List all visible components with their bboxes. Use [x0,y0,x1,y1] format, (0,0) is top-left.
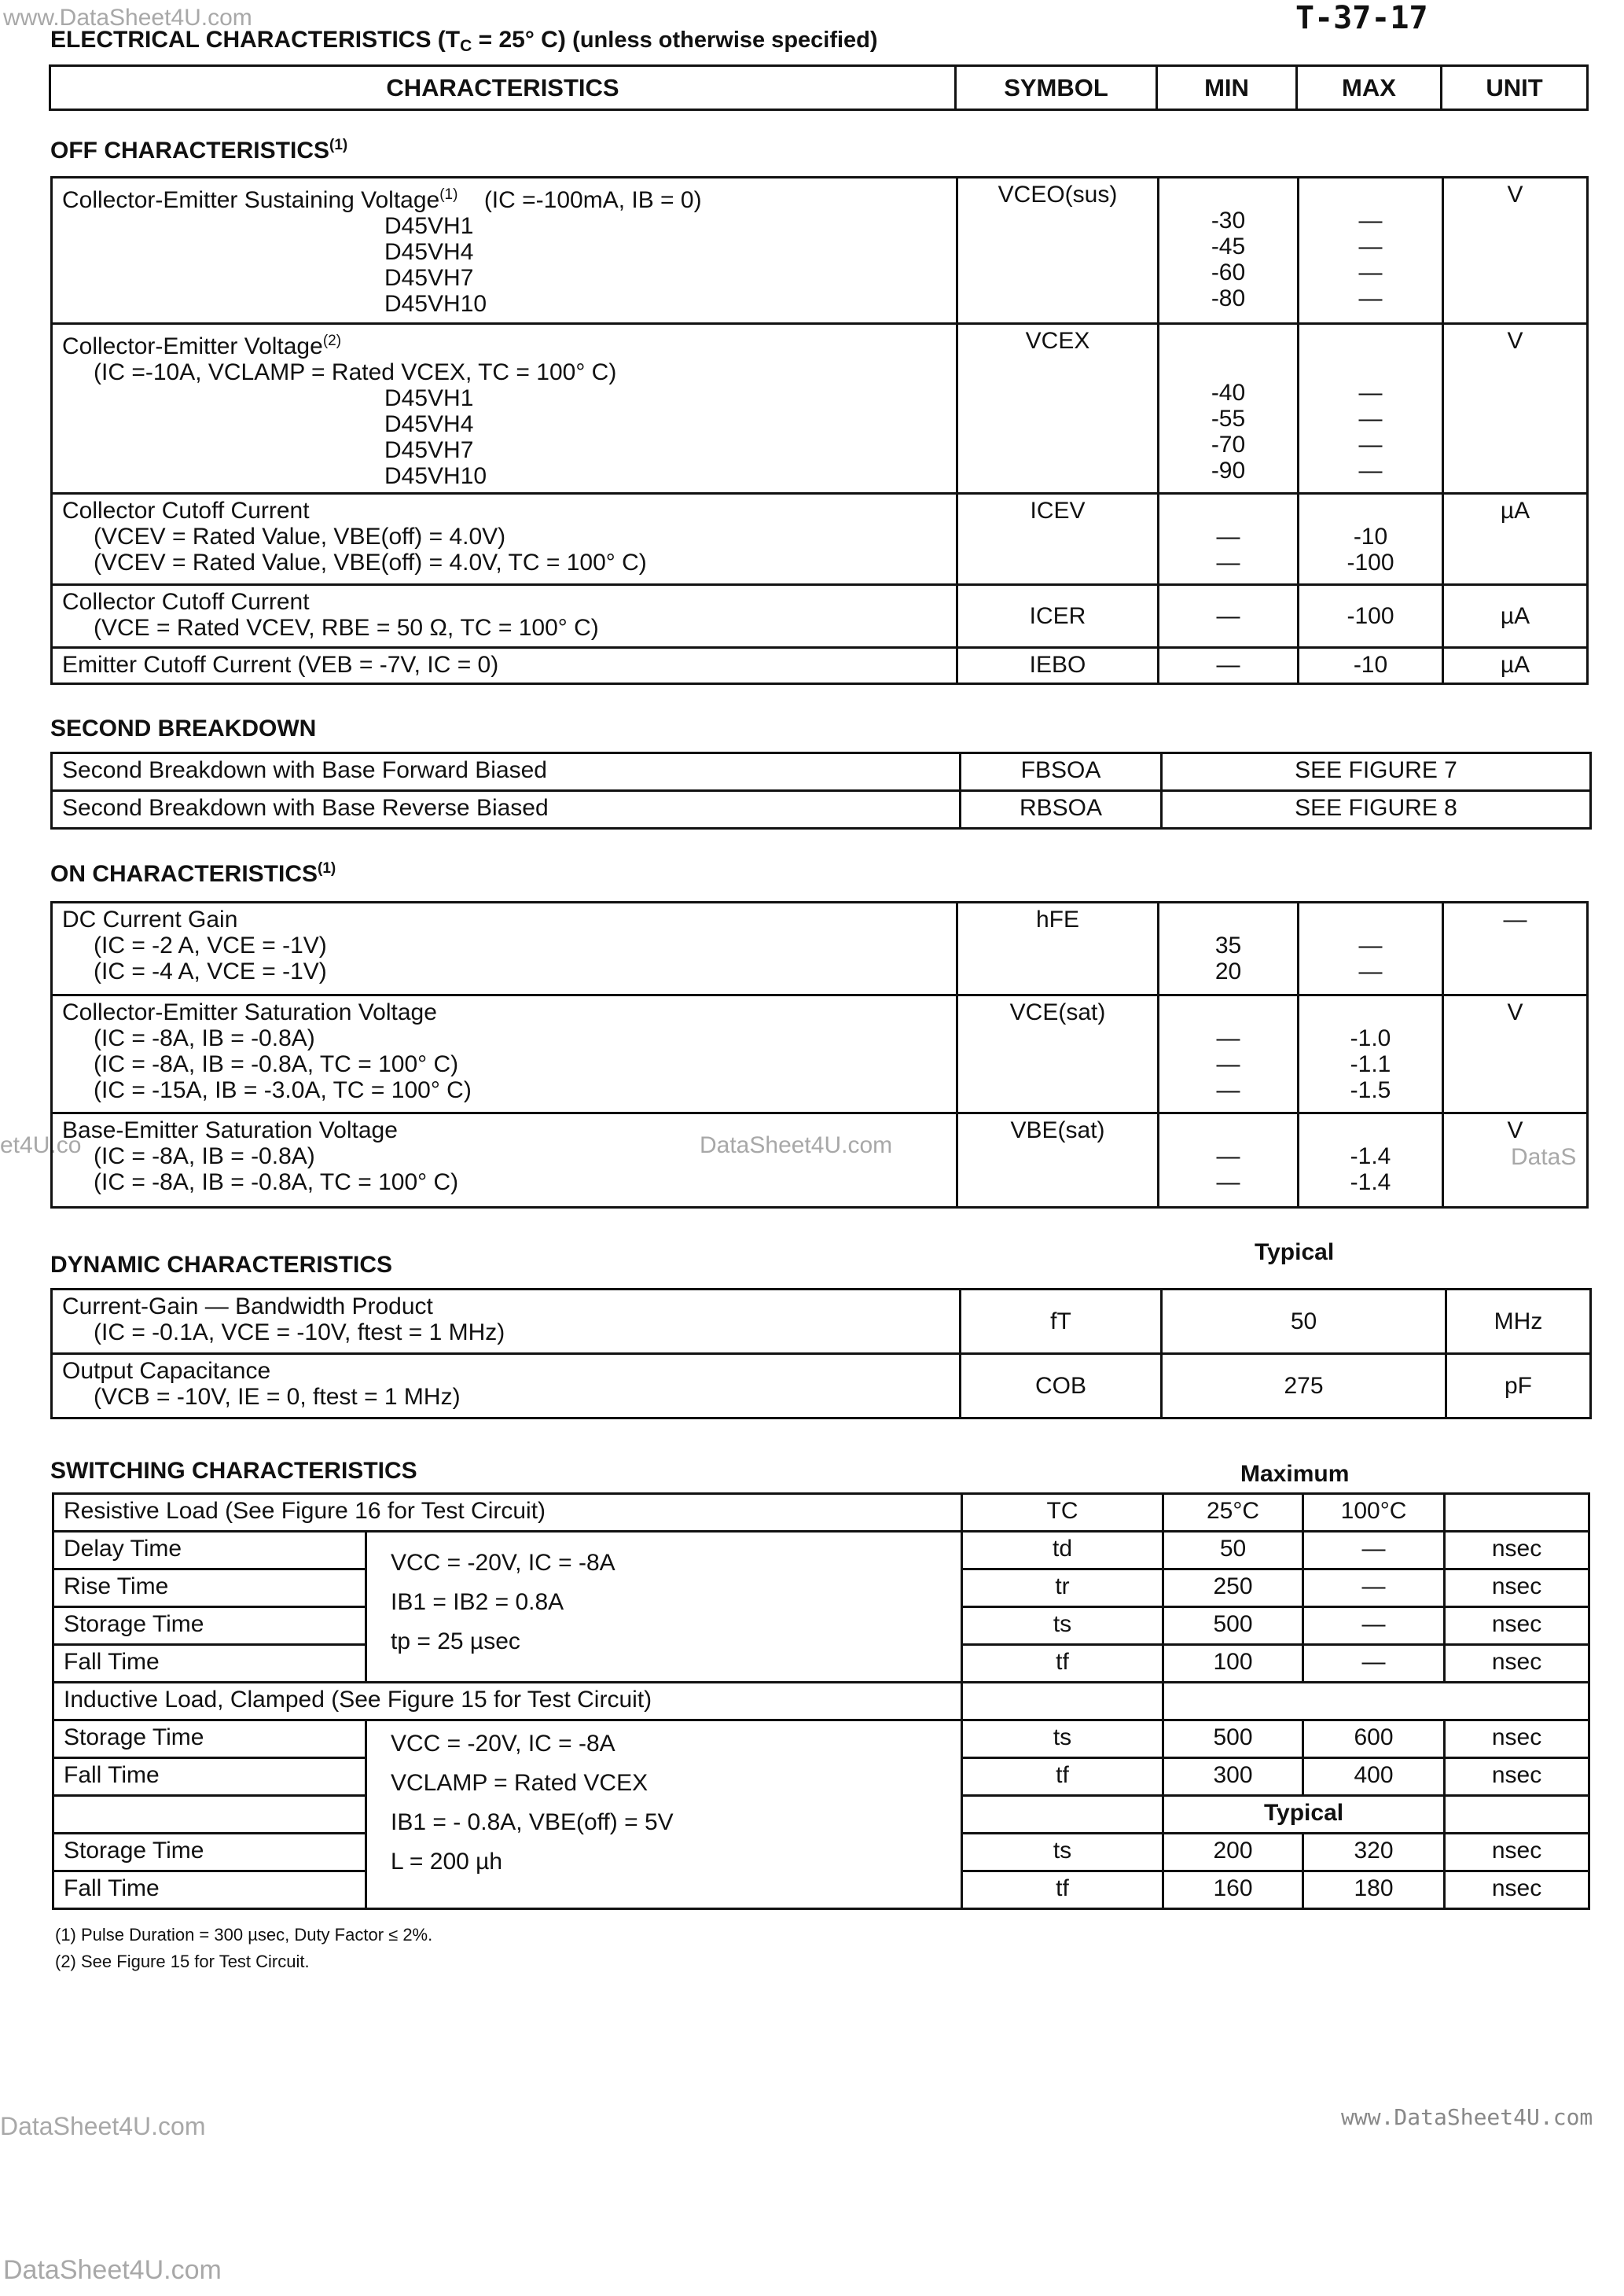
iebo-max: -10 [1299,648,1443,684]
hfe-min: 20 [1214,959,1242,984]
vcesat-row [52,995,1588,1113]
vcex-symbol: VCEX [957,324,1159,494]
rbsoa-value: SEE FIGURE 8 [1162,791,1591,829]
vceo-min: -45 [1211,234,1246,259]
handwritten-code: T-37-17 [1295,0,1428,36]
vbesat-label: Base-Emitter Saturation Voltage [62,1117,398,1143]
icev-row [52,494,1588,585]
vbesat-condition: (IC = -8A, IB = -0.8A) [94,1143,315,1169]
rbsoa-row [52,791,1591,829]
vceo-unit: V [1443,178,1588,324]
value-100c: 600 [1303,1720,1445,1758]
switching-unit: nsec [1445,1834,1589,1871]
vcex-device: D45VH4 [384,411,474,437]
vbesat-min: — [1216,1143,1240,1169]
inductive-condition: VCLAMP = Rated VCEX [391,1770,648,1796]
off-characteristics-heading: OFF CHARACTERISTICS$^{(1)}$ [50,137,348,164]
cob-condition: (VCB = -10V, IE = 0, ftest = 1 MHz) [94,1384,461,1410]
resistive-load-label: Resistive Load (See Figure 16 for Test Circuit) [53,1494,962,1532]
vceo-device: D45VH10 [384,291,487,317]
switching-parameter: Rise Time [53,1569,366,1607]
switching-parameter: Fall Time [53,1645,366,1683]
switching-symbol: tr [962,1569,1163,1607]
value-25c: 300 [1163,1758,1303,1796]
icer-symbol: ICER [957,585,1159,648]
ft-label: Current-Gain — Bandwidth Product [62,1293,433,1319]
icev-max: -10 [1353,524,1388,550]
inductive-condition: VCC = -20V, IC = -8A [391,1731,615,1757]
iebo-unit: µA [1443,648,1588,684]
vbesat-max: -1.4 [1350,1169,1391,1195]
value-100c: 400 [1303,1758,1445,1796]
value-25c: 500 [1163,1720,1303,1758]
switching-parameter: Delay Time [53,1532,366,1569]
resistive-header-row [53,1494,1589,1532]
vceo-max: — [1358,234,1383,259]
value-25c: 500 [1163,1607,1303,1645]
icer-label: Collector Cutoff Current [62,589,310,615]
hfe-condition: (IC = -2 A, VCE = -1V) [94,933,327,959]
inductive-load-label: Inductive Load, Clamped (See Figure 15 for Test Circuit) [53,1683,962,1720]
vcex-label: Collector-Emitter Voltage [62,333,323,359]
vceo-symbol: VCEO(sus) [957,178,1159,324]
hfe-symbol: hFE [957,903,1159,995]
cob-row [52,1354,1591,1418]
fbsoa-label: Second Breakdown with Base Forward Biased [52,753,961,791]
off-characteristics-table [50,176,1589,685]
vbesat-unit: V [1443,1113,1588,1208]
switching-symbol: tf [962,1871,1163,1909]
switching-unit: nsec [1445,1607,1589,1645]
cob-symbol: COB [961,1354,1162,1418]
inductive-condition: IB1 = - 0.8A, VBE(off) = 5V [391,1809,674,1835]
switching-typical-label: Typical [1163,1796,1445,1834]
value-25c: 50 [1163,1532,1303,1569]
ft-row [52,1290,1591,1354]
vceo-min: -30 [1211,208,1246,234]
resistive-condition: VCC = -20V, IC = -8A [391,1550,615,1576]
value-100c: — [1303,1607,1445,1645]
vcesat-max: -1.0 [1350,1025,1391,1051]
vcesat-condition: (IC = -8A, IB = -0.8A, TC = 100° C) [94,1051,459,1077]
ft-unit: MHz [1446,1290,1591,1354]
inductive-condition: L = 200 µh [391,1849,503,1875]
cob-value: 275 [1162,1354,1446,1418]
vcesat-label: Collector-Emitter Saturation Voltage [62,999,437,1025]
resistive-condition: tp = 25 µsec [391,1628,520,1654]
icer-max: -100 [1299,585,1443,648]
vceo-max: — [1358,208,1383,234]
icer-row [52,585,1588,648]
value-100c: 320 [1303,1834,1445,1871]
vcesat-max: -1.5 [1350,1077,1391,1103]
switching-unit: nsec [1445,1758,1589,1796]
switching-symbol: ts [962,1834,1163,1871]
switching-characteristics-heading: SWITCHING CHARACTERISTICS [50,1458,417,1484]
vcex-device: D45VH10 [384,463,487,489]
switching-parameter: Storage Time [53,1607,366,1645]
switching-symbol: tf [962,1645,1163,1683]
vbesat-max: -1.4 [1350,1143,1391,1169]
on-characteristics-heading: ON CHARACTERISTICS$^{(1)}$ [50,860,336,887]
hfe-max: — [1358,933,1383,959]
vcex-max: — [1358,406,1383,432]
switching-symbol: ts [962,1607,1163,1645]
switching-parameter: Fall Time [53,1758,366,1796]
vcesat-min: — [1216,1025,1240,1051]
vcex-device: D45VH7 [384,437,474,463]
dynamic-characteristics-table [50,1288,1592,1419]
header-characteristics: CHARACTERISTICS [50,66,956,110]
dynamic-typical-label: Typical [1255,1239,1335,1265]
vceo-condition: (IC =-100mA, IB = 0) [483,187,702,213]
vcex-min: -40 [1211,380,1246,406]
vcex-max: — [1358,458,1383,484]
vbesat-condition: (IC = -8A, IB = -0.8A, TC = 100° C) [94,1169,459,1195]
vcex-max: — [1358,432,1383,458]
second-breakdown-heading: SECOND BREAKDOWN [50,716,317,741]
vceo-device: D45VH4 [384,239,474,265]
iebo-symbol: IEBO [957,648,1159,684]
watermark-mid-right: DataS [1511,1144,1577,1170]
vcex-min: -55 [1211,406,1246,432]
switching-unit: nsec [1445,1720,1589,1758]
ft-value: 50 [1162,1290,1446,1354]
ft-symbol: fT [961,1290,1162,1354]
vcesat-min: — [1216,1077,1240,1103]
fbsoa-row [52,753,1591,791]
icev-max: -100 [1347,550,1394,576]
value-100c: — [1303,1569,1445,1607]
hfe-label: DC Current Gain [62,907,238,933]
switching-symbol: ts [962,1720,1163,1758]
icev-condition: (VCEV = Rated Value, VBE(off) = 4.0V) [94,524,506,550]
vceo-min: -60 [1211,259,1246,285]
fbsoa-symbol: FBSOA [961,753,1162,791]
ft-condition: (IC = -0.1A, VCE = -10V, ftest = 1 MHz) [94,1319,505,1345]
vbesat-symbol: VBE(sat) [957,1113,1159,1208]
dynamic-characteristics-heading: DYNAMIC CHARACTERISTICS [50,1252,392,1278]
switching-row [53,1720,1589,1758]
icev-condition: (VCEV = Rated Value, VBE(off) = 4.0V, TC = 100° C) [94,550,647,576]
resistive-condition: IB1 = IB2 = 0.8A [391,1589,564,1615]
watermark-bottom-right: www.DataSheet4U.com [1341,2104,1593,2130]
page-title: ELECTRICAL CHARACTERISTICS ($T_C = 25^\circ$ C) (unless otherwise specified) [50,27,878,55]
hfe-min: 35 [1214,933,1242,959]
icer-unit: µA [1443,585,1588,648]
icer-condition: (VCE = Rated VCEV, RBE = 50 Ω, TC = 100° C) [94,615,599,641]
vceo-device: D45VH7 [384,265,474,291]
switching-unit: nsec [1445,1569,1589,1607]
fbsoa-value: SEE FIGURE 7 [1162,753,1591,791]
vceo-label: Collector-Emitter Sustaining Voltage [62,187,440,213]
vcesat-unit: V [1443,995,1588,1113]
vcex-min: -70 [1211,432,1246,458]
tc-symbol: TC [962,1494,1163,1532]
temp-25c: 25°C [1163,1494,1303,1532]
icer-min: — [1159,585,1299,648]
iebo-label: Emitter Cutoff Current (VEB = -7V, IC = 0) [52,648,957,684]
iebo-row [52,648,1588,684]
value-100c: 180 [1303,1871,1445,1909]
icev-min: — [1216,524,1240,550]
footnote: (1) Pulse Duration = 300 µsec, Duty Factor ≤ 2%. [55,1925,433,1945]
switching-parameter: Storage Time [53,1720,366,1758]
switching-parameter: Storage Time [53,1834,366,1871]
header-unit: UNIT [1442,66,1588,110]
icev-label: Collector Cutoff Current [62,498,310,524]
header-max: MAX [1297,66,1442,110]
second-breakdown-table [50,752,1592,830]
vceo-row: Collector-Emitter Sustaining Voltage$^{(1)}$ (IC =-100mA, IB = 0) D45VH1 D45VH4 D45VH7 D45VH10 VCEO(sus) -30 -45 -60 -80 — — — — V [52,178,1588,324]
value-25c: 250 [1163,1569,1303,1607]
watermark-footer-left: DataSheet4U.com [3,2255,222,2285]
switching-row [53,1532,1589,1569]
vcex-row: Collector-Emitter Voltage$^{(2)}$ (IC =-10A, VCLAMP = Rated VCEX, TC = 100° C) D45VH1 D45VH4 D45VH7 D45VH10 VCEX -40 -55 -70 -90 — — — — V [52,324,1588,494]
column-header-table [49,64,1589,111]
vcex-device: D45VH1 [384,385,474,411]
vcesat-min: — [1216,1051,1240,1077]
hfe-max: — [1358,959,1383,984]
hfe-condition: (IC = -4 A, VCE = -1V) [94,959,327,984]
vceo-min: -80 [1211,285,1246,311]
vceo-max: — [1358,259,1383,285]
cob-unit: pF [1446,1354,1591,1418]
title-note: (unless otherwise specified) [572,28,878,53]
icev-unit: µA [1443,494,1588,585]
vcex-max: — [1358,380,1383,406]
value-25c: 200 [1163,1834,1303,1871]
value-100c: — [1303,1532,1445,1569]
switching-unit: nsec [1445,1532,1589,1569]
inductive-header-row [53,1683,1589,1720]
hfe-row [52,903,1588,995]
switching-maximum-label: Maximum [1240,1461,1350,1487]
switching-parameter: Fall Time [53,1871,366,1909]
icev-symbol: ICEV [957,494,1159,585]
watermark-bottom-left: DataSheet4U.com [0,2112,206,2140]
temp-100c: 100°C [1303,1494,1445,1532]
value-100c: — [1303,1645,1445,1683]
vbesat-row [52,1113,1588,1208]
vcex-condition: (IC =-10A, VCLAMP = Rated VCEX, TC = 100° C) [94,359,617,385]
vbesat-min: — [1216,1169,1240,1195]
vcex-unit: V [1443,324,1588,494]
switching-unit: nsec [1445,1871,1589,1909]
on-characteristics-table [50,901,1589,1209]
vcesat-condition: (IC = -15A, IB = -3.0A, TC = 100° C) [94,1077,472,1103]
switching-symbol: td [962,1532,1163,1569]
vcesat-condition: (IC = -8A, IB = -0.8A) [94,1025,315,1051]
icev-min: — [1216,550,1240,576]
vcesat-max: -1.1 [1350,1051,1391,1077]
footnote: (2) See Figure 15 for Test Circuit. [55,1952,310,1971]
header-symbol: SYMBOL [956,66,1157,110]
hfe-unit: — [1443,903,1588,995]
vceo-device: D45VH1 [384,213,474,239]
switching-characteristics-table [52,1492,1590,1910]
rbsoa-label: Second Breakdown with Base Reverse Biased [52,791,961,829]
cob-label: Output Capacitance [62,1358,271,1384]
vceo-max: — [1358,285,1383,311]
watermark-top-left: www.DataSheet4U.com [3,5,252,31]
rbsoa-symbol: RBSOA [961,791,1162,829]
value-25c: 100 [1163,1645,1303,1683]
vcex-min: -90 [1211,458,1246,484]
value-25c: 160 [1163,1871,1303,1909]
header-min: MIN [1157,66,1297,110]
switching-symbol: tf [962,1758,1163,1796]
watermark-mid-center: DataSheet4U.com [700,1132,893,1158]
vcesat-symbol: VCE(sat) [957,995,1159,1113]
watermark-mid-left: et4U.co [0,1132,82,1158]
switching-unit: nsec [1445,1645,1589,1683]
iebo-min: — [1159,648,1299,684]
